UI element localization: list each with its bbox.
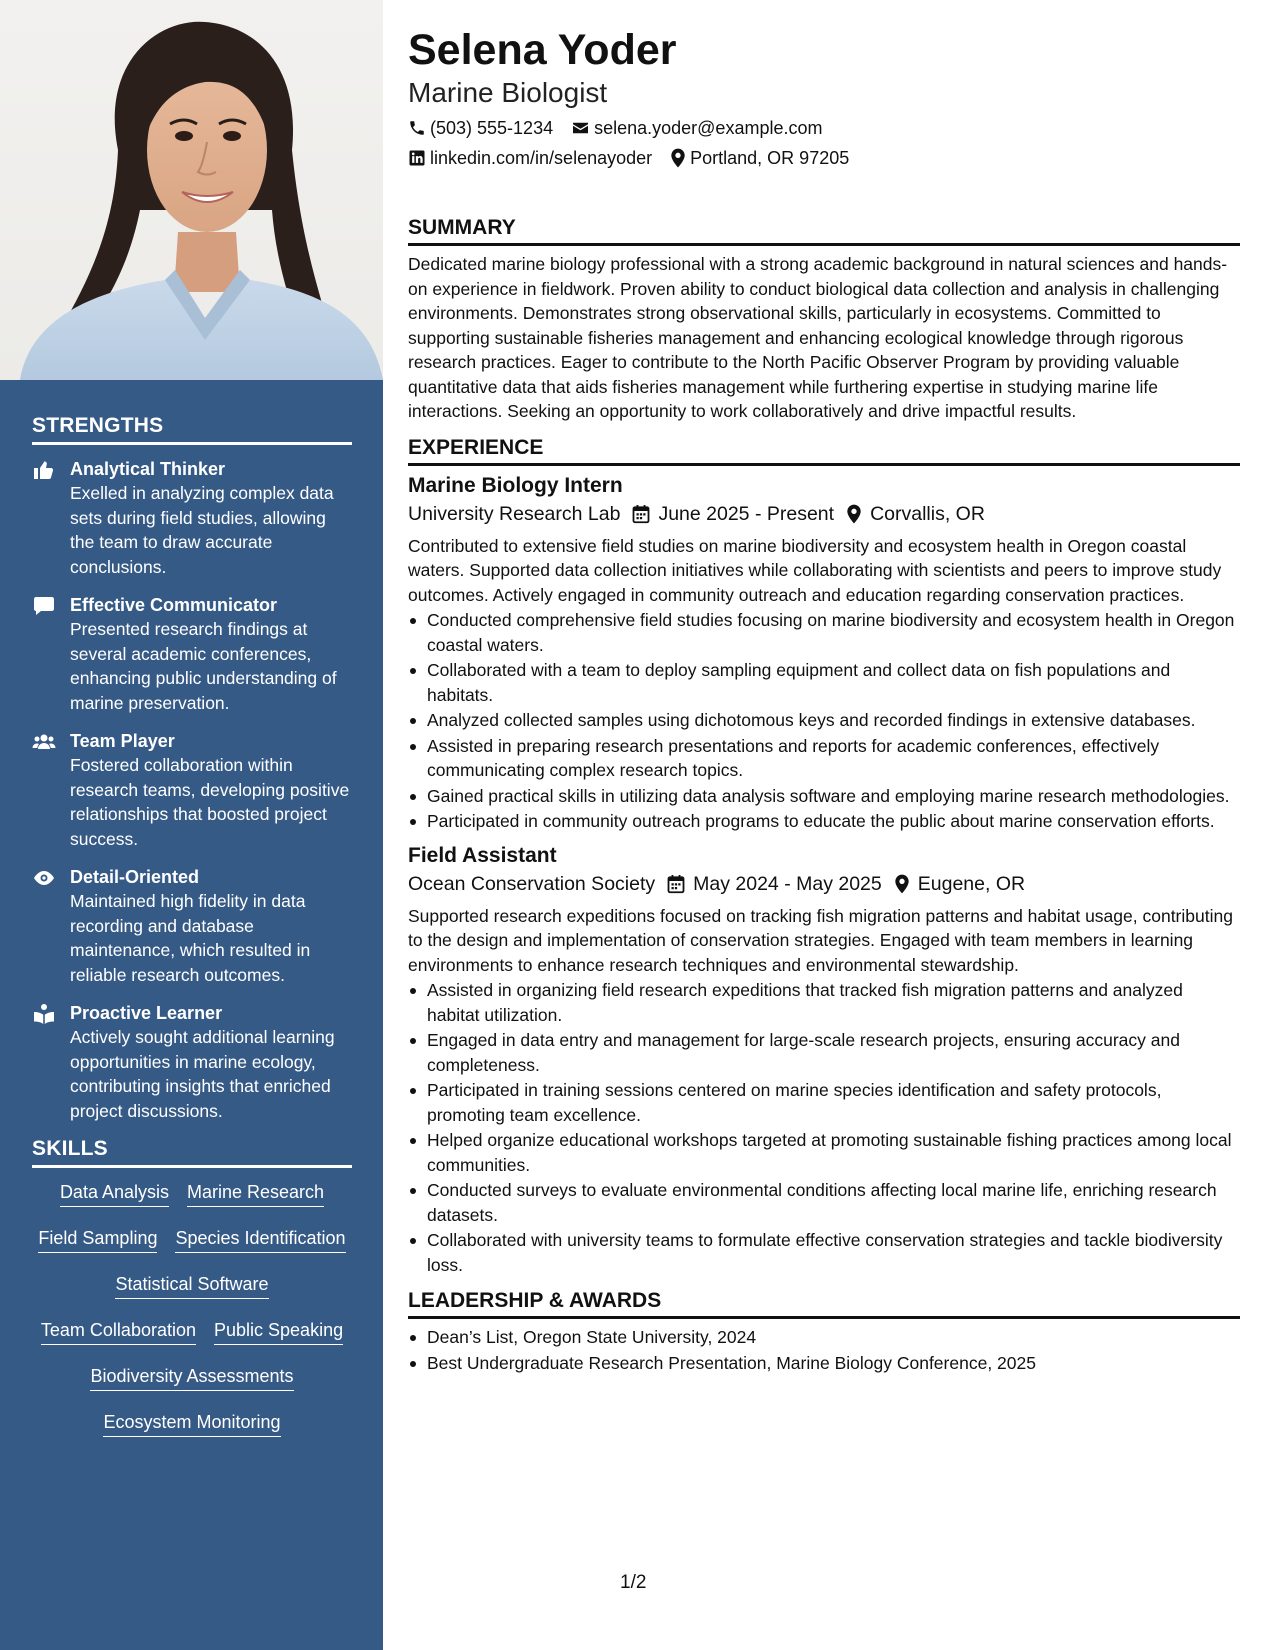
main-content (408, 24, 1240, 1375)
skill-tag: Public Speaking (214, 1318, 343, 1345)
job-bullets (408, 608, 1240, 834)
speech-bubble-icon (32, 594, 56, 618)
experience-entry (408, 472, 1240, 834)
linkedin-text: linkedin.com/in/selenayoder (430, 148, 653, 168)
strength-desc: Maintained high fidelity in data recording and database maintenance, which resulted in reliable research outcomes. (70, 891, 311, 985)
bullet-item: Gained practical skills in utilizing data analysis software and employing marine research methodologies. (408, 784, 1240, 809)
bullet-item: Collaborated with a team to deploy sampling equipment and collect data on fish populations and habitats. (408, 658, 1240, 707)
summary-heading: SUMMARY (408, 216, 1240, 246)
award-item: Dean’s List, Oregon State University, 2024 (408, 1325, 1240, 1350)
page-number: 1/2 (620, 1572, 647, 1593)
portrait-image (0, 0, 383, 380)
strength-item (32, 729, 352, 851)
calendar-icon (667, 874, 685, 894)
organization-name: Ocean Conservation Society (408, 872, 656, 895)
position-title: Field Assistant (408, 843, 557, 867)
skill-tag: Biodiversity Assessments (90, 1364, 293, 1391)
experience-entry (408, 842, 1240, 1278)
job-summary: Supported research expeditions focused on tracking fish migration patterns and habitat usage, contributing to the design and implementation of conservation strategies. Engaged with team members in learning environments to enhance research techniques and environmental stewardship. (408, 905, 1233, 975)
strength-title: Team Player (70, 731, 175, 751)
summary-text: Dedicated marine biology professional with a strong academic background in natural sciences and hands-on experience in fieldwork. Proven ability to conduct biological data collection and analysis in challenging environments. Demonstrates strong observational skills, particularly in ecosystems. Committed to supporting sustainable fisheries management and enhancing ecological knowledge through rigorous research practices. Eager to contribute to the North Pacific Observer Program by providing valuable quantitative data that aids fisheries management while furthering expertise in studying marine life interactions. Seeking an opportunity to work collaboratively and drive impactful results. (408, 254, 1228, 421)
email-text: selena.yoder@example.com (594, 118, 823, 138)
organization (408, 870, 655, 898)
phone-contact[interactable] (408, 116, 553, 140)
contact-row (408, 146, 1240, 170)
award-item: Best Undergraduate Research Presentation, Marine Biology Conference, 2025 (408, 1351, 1240, 1376)
location-contact (670, 146, 849, 170)
bullet-item: Assisted in organizing field research expeditions that tracked fish migration patterns and analyzed habitat utilization. (408, 978, 1240, 1027)
sidebar (0, 0, 383, 1650)
job-meta (408, 500, 1240, 528)
strengths-heading: STRENGTHS (32, 414, 352, 445)
profile-photo (0, 0, 383, 380)
bullet-item: Participated in training sessions centered on marine species identification and safety protocols, promoting team excellence. (408, 1078, 1240, 1127)
strength-title: Analytical Thinker (70, 459, 226, 479)
bullet-item: Collaborated with university teams to formulate effective conservation strategies and tackle biodiversity loss. (408, 1228, 1240, 1277)
candidate-name: Selena Yoder (408, 26, 677, 74)
strength-title: Detail-Oriented (70, 867, 200, 887)
strength-title: Proactive Learner (70, 1003, 223, 1023)
strength-desc: Actively sought additional learning opportunities in marine ecology, contributing insights that enriched project discussions. (70, 1027, 335, 1121)
strength-item (32, 457, 352, 579)
eye-icon (32, 866, 56, 890)
date-range (667, 870, 882, 898)
reader-icon (32, 1002, 56, 1026)
bullet-item: Analyzed collected samples using dichotomous keys and recorded findings in extensive databases. (408, 708, 1240, 733)
strength-item (32, 865, 352, 987)
job-location (894, 870, 1025, 898)
organization (408, 500, 620, 528)
date-range (632, 500, 834, 528)
skill-tag: Species Identification (175, 1226, 345, 1253)
users-icon (32, 730, 56, 754)
calendar-icon (632, 504, 650, 524)
skill-tag: Marine Research (187, 1180, 324, 1207)
strength-desc: Exelled in analyzing complex data sets during field studies, allowing the team to draw accurate conclusions. (70, 483, 334, 577)
bullet-item: Conducted surveys to evaluate environmental conditions affecting local marine life, enriching research datasets. (408, 1178, 1240, 1227)
strength-desc: Fostered collaboration within research teams, developing positive relationships that boosted project success. (70, 755, 350, 849)
job-meta (408, 870, 1240, 898)
linkedin-icon (408, 149, 426, 167)
thumbs-up-icon (32, 458, 56, 482)
job-bullets (408, 978, 1240, 1277)
bullet-item: Helped organize educational workshops targeted at promoting sustainable fishing practices among local communities. (408, 1128, 1240, 1177)
job-summary: Contributed to extensive field studies on marine biodiversity and ecosystem health in Oregon coastal waters. Supported data collection initiatives while collaborating with scientists and peers to improve study outcomes. Actively engaged in community outreach and education regarding conservation practices. (408, 535, 1222, 605)
awards-heading: LEADERSHIP & AWARDS (408, 1289, 1240, 1319)
linkedin-contact[interactable] (408, 146, 652, 170)
email-contact[interactable] (571, 116, 822, 140)
sidebar-content (32, 414, 352, 1456)
map-pin-icon (846, 504, 862, 524)
skill-tag: Ecosystem Monitoring (103, 1410, 280, 1437)
awards-list (408, 1325, 1240, 1375)
bullet-item: Engaged in data entry and management for large-scale research projects, ensuring accuracy and completeness. (408, 1028, 1240, 1077)
strength-item (32, 593, 352, 715)
bullet-item: Participated in community outreach programs to educate the public about marine conservation efforts. (408, 809, 1240, 834)
strength-title: Effective Communicator (70, 595, 278, 615)
location-text: Corvallis, OR (870, 502, 985, 525)
phone-text: (503) 555-1234 (430, 118, 554, 138)
organization-name: University Research Lab (408, 502, 621, 525)
map-pin-icon (894, 874, 910, 894)
location-text: Eugene, OR (917, 872, 1026, 895)
map-pin-icon (670, 148, 686, 168)
position-title: Marine Biology Intern (408, 473, 623, 497)
date-text: June 2025 - Present (658, 502, 835, 525)
strength-desc: Presented research findings at several academic conferences, enhancing public understanding of marine preservation. (70, 619, 337, 713)
skill-tag: Data Analysis (60, 1180, 169, 1207)
skill-tag: Field Sampling (38, 1226, 157, 1253)
job-title: Marine Biologist (408, 77, 608, 108)
skills-heading: SKILLS (32, 1137, 352, 1168)
skill-tag: Statistical Software (115, 1272, 268, 1299)
contact-row (408, 116, 1240, 140)
experience-heading: EXPERIENCE (408, 436, 1240, 466)
strength-item (32, 1001, 352, 1123)
job-location (846, 500, 985, 528)
bullet-item: Conducted comprehensive field studies focusing on marine biodiversity and ecosystem health in Oregon coastal waters. (408, 608, 1240, 657)
phone-icon (408, 119, 426, 137)
skills-list (32, 1180, 352, 1456)
skill-tag: Team Collaboration (41, 1318, 196, 1345)
location-text: Portland, OR 97205 (690, 148, 850, 168)
date-text: May 2024 - May 2025 (693, 872, 882, 895)
envelope-icon (571, 119, 590, 137)
bullet-item: Assisted in preparing research presentations and reports for academic conferences, effectively communicating complex research topics. (408, 734, 1240, 783)
